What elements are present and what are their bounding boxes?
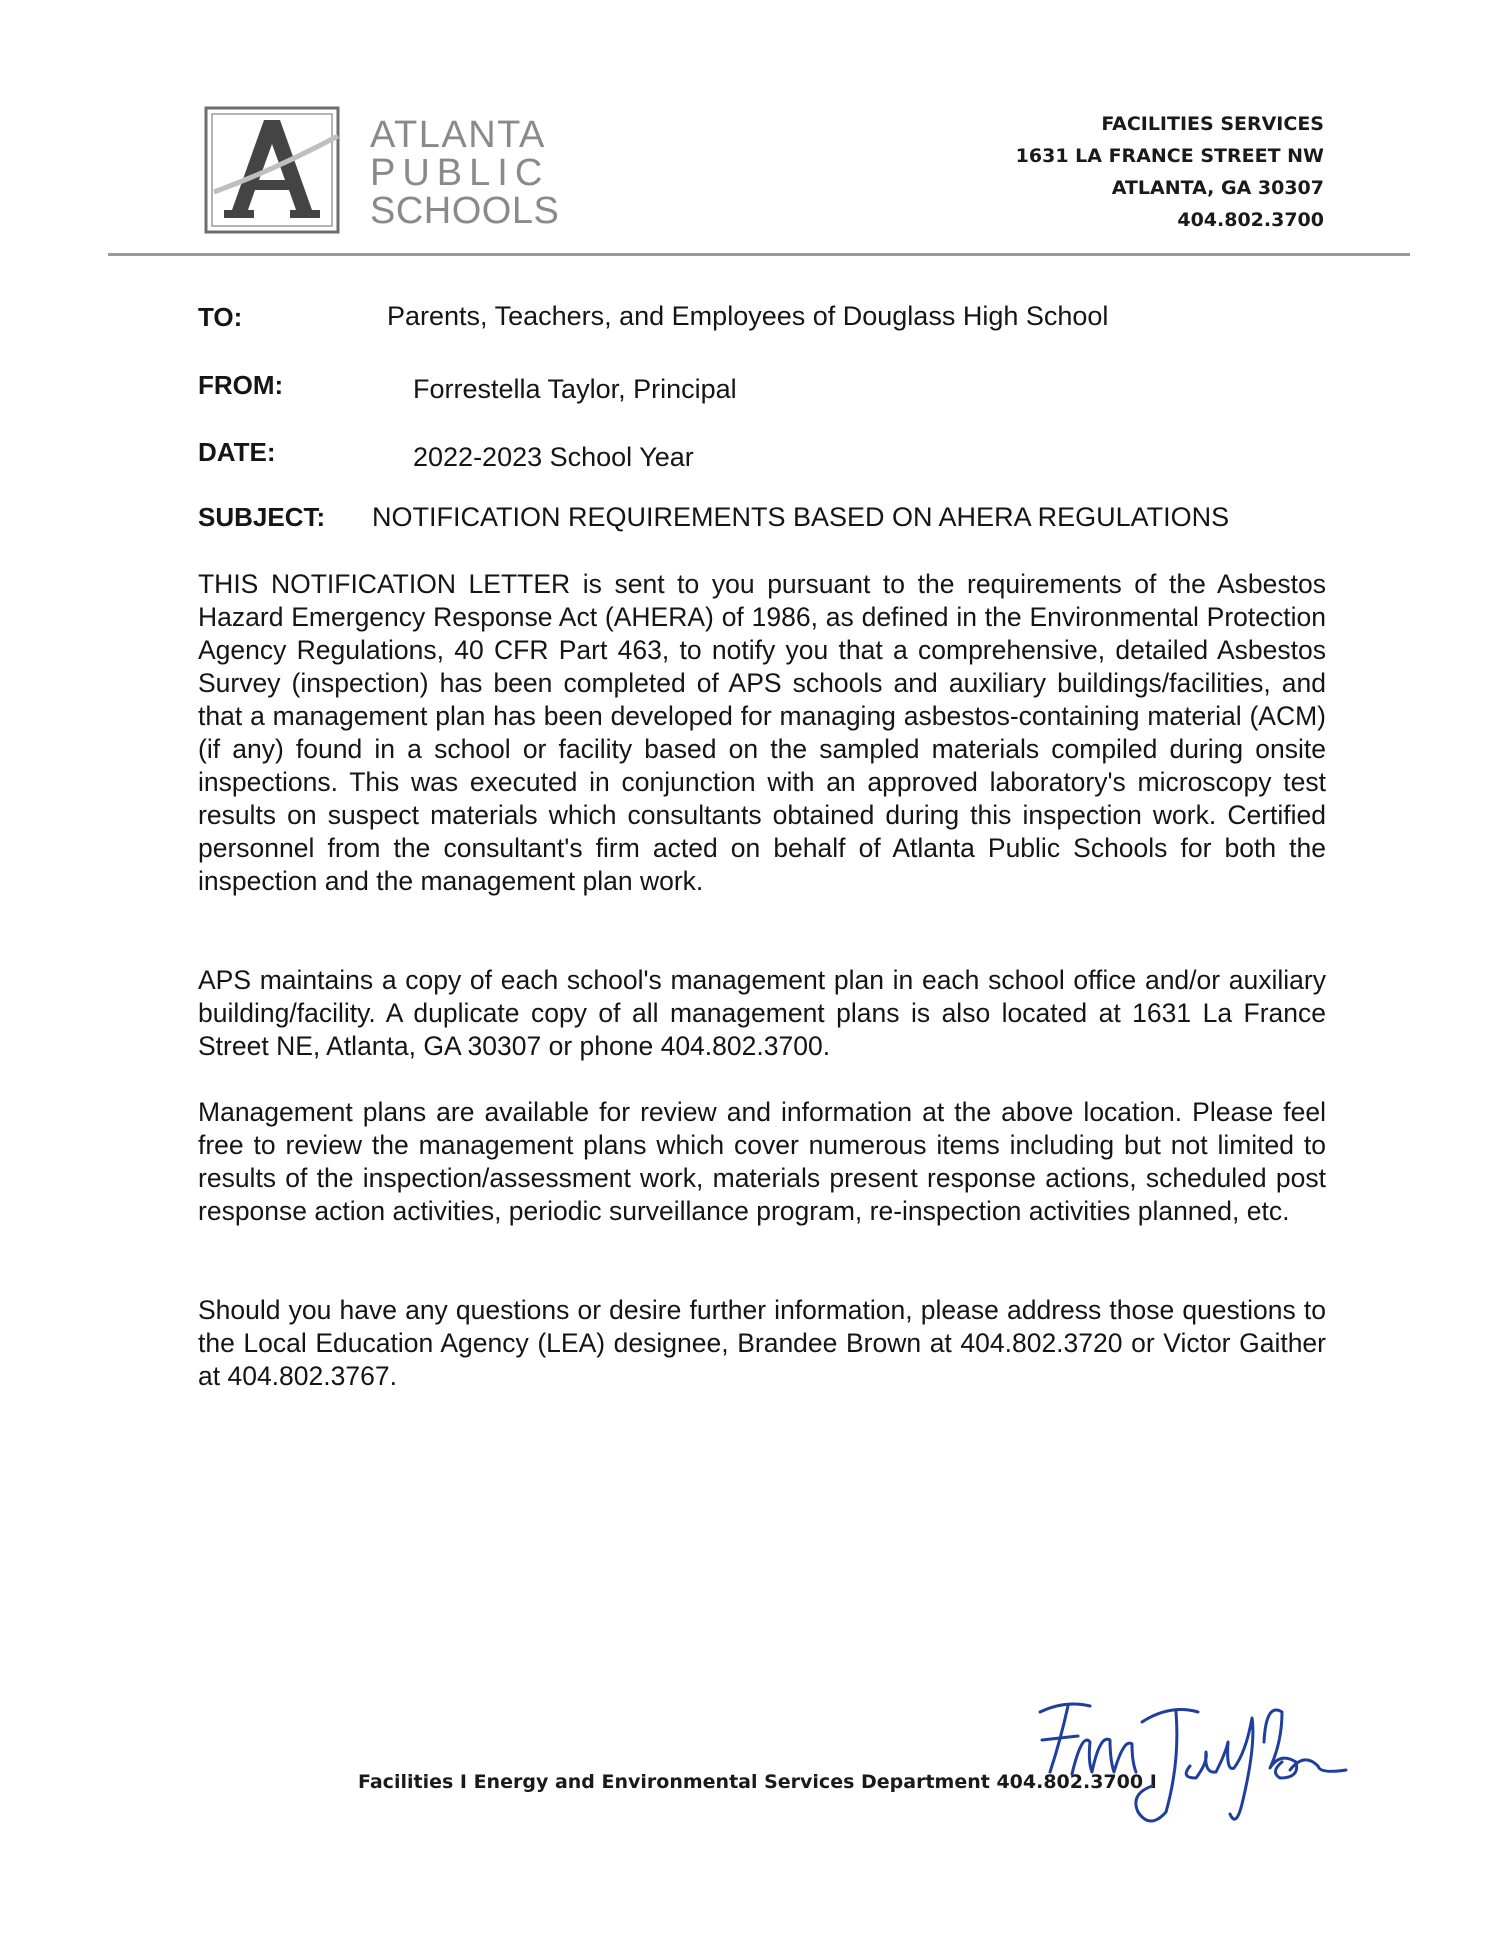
letterhead-address [1016, 108, 1324, 236]
date-value: 2022-2023 School Year [413, 442, 694, 472]
address-city: ATLANTA, GA 30307 [1111, 177, 1324, 199]
logo-text-atlanta: ATLANTA [370, 114, 546, 156]
letterhead-divider [108, 253, 1410, 256]
body-paragraph-2: APS maintains a copy of each school's management plan in each school office and/or auxiliary building/facility. A duplicate copy of all management plans is also located at 1631 La France Street NE, Atlanta, GA 30307 or phone 404.802.3700. [198, 965, 1326, 1061]
aps-logo-a-icon [204, 106, 340, 234]
subject-value: NOTIFICATION REQUIREMENTS BASED ON AHERA REGULATIONS [372, 502, 1230, 532]
logo-text-schools: SCHOOLS [370, 190, 560, 232]
aps-logo [204, 106, 564, 240]
body-paragraph-4: Should you have any questions or desire further information, please address those questions to the Local Education Agency (LEA) designee, Brandee Brown at 404.802.3720 or Victor Gaither at 404.802.3767. [198, 1295, 1326, 1391]
body-paragraph-3: Management plans are available for review and information at the above location. Please feel free to review the management plans which cover numerous items including but not limited to results of the inspection/assessment work, materials present response actions, scheduled post response action activities, periodic surveillance program, re-inspection activities planned, etc. [198, 1097, 1326, 1226]
to-label: TO: [198, 302, 243, 332]
page-footer: Facilities I Energy and Environmental Services Department 404.802.3700 I [358, 1771, 1157, 1793]
subject-label: SUBJECT: [198, 502, 326, 532]
to-value: Parents, Teachers, and Employees of Douglass High School [387, 301, 1109, 331]
from-label: FROM: [198, 370, 284, 400]
signature-text [0, 0, 1, 1]
address-department: FACILITIES SERVICES [1101, 113, 1324, 135]
address-phone: 404.802.3700 [1177, 209, 1324, 231]
body-paragraph-1: THIS NOTIFICATION LETTER is sent to you pursuant to the requirements of the Asbestos Hazard Emergency Response Act (AHERA) of 1986, as defined in the Environmental Protection Agency Regulations, 40 CFR Part 463, to notify you that a comprehensive, detailed Asbestos Survey (inspection) has been completed of APS schools and auxiliary buildings/facilities, and that a management plan has been developed for managing asbestos-containing material (ACM) (if any) found in a school or facility based on the sampled materials compiled during onsite inspections. This was executed in conjunction with an approved laboratory's microscopy test results on suspect materials which consultants obtained during this inspection work. Certified personnel from the consultant's firm acted on behalf of Atlanta Public Schools for both the inspection and the management plan work. [198, 569, 1326, 896]
from-value: Forrestella Taylor, Principal [413, 374, 737, 404]
signature [1020, 1682, 1350, 1832]
address-street: 1631 LA FRANCE STREET NW [1015, 145, 1324, 167]
logo-text-public: PUBLIC [370, 152, 550, 194]
date-label: DATE: [198, 437, 276, 467]
